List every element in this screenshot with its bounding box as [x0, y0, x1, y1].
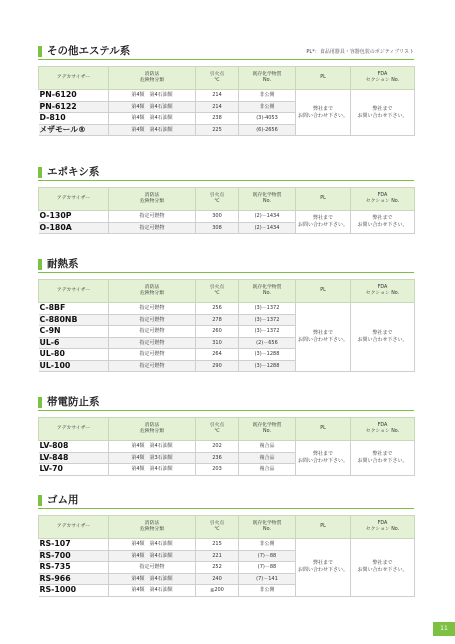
pl-cell: 弊社まで お問い合わせ下さい。: [296, 90, 351, 136]
flash-point: 214: [196, 101, 239, 113]
law-class: 指定可燃物: [109, 337, 196, 349]
law-class: 第4類 第4石油類: [109, 573, 196, 585]
fda-cell: 弊社まで お問い合わせ下さい。: [351, 441, 415, 476]
header-name: アデカサイザー: [39, 418, 109, 441]
chemical-no: 非公開: [239, 585, 296, 597]
table-row: [39, 441, 415, 453]
chemical-no: (3)－1372: [239, 303, 296, 315]
section-header: [38, 493, 414, 509]
section-title: その他エステル系: [47, 45, 131, 57]
header-law: 消防法 危険物分類: [109, 67, 196, 90]
fda-cell: 弊社まで お問い合わせ下さい。: [351, 211, 415, 234]
header-flash-point: 引火点 ℃: [196, 188, 239, 211]
section-accent-bar: [38, 259, 42, 270]
product-name: メザモール®: [39, 124, 109, 136]
header-chemical-no: 既存化学物質 No.: [239, 67, 296, 90]
section-4: [38, 493, 414, 597]
flash-point: 290: [196, 360, 239, 372]
header-pl: PL: [296, 418, 351, 441]
product-name: RS-1000: [39, 585, 109, 597]
law-class: 指定可燃物: [109, 222, 196, 234]
header-chemical-no: 既存化学物質 No.: [239, 516, 296, 539]
flash-point: 310: [196, 337, 239, 349]
flash-point: 202: [196, 441, 239, 453]
table-header-row: [39, 67, 415, 90]
chemical-no: 複合品: [239, 452, 296, 464]
product-name: O-130P: [39, 211, 109, 223]
table-header-row: [39, 516, 415, 539]
chemical-no: (3)－1372: [239, 314, 296, 326]
product-name: RS-966: [39, 573, 109, 585]
law-class: 第4類 第4石油類: [109, 124, 196, 136]
section-title: 耐熱系: [47, 258, 79, 270]
section-header: [38, 165, 414, 181]
law-class: 第4類 第4石油類: [109, 90, 196, 102]
chemical-no: (2)－1434: [239, 222, 296, 234]
section-header: [38, 395, 414, 411]
section-accent-bar: [38, 495, 42, 506]
flash-point: 256: [196, 303, 239, 315]
chemical-no: 非公開: [239, 90, 296, 102]
chemical-no: (7)－141: [239, 573, 296, 585]
header-chemical-no: 既存化学物質 No.: [239, 188, 296, 211]
table-header-row: [39, 280, 415, 303]
section-accent-bar: [38, 397, 42, 408]
law-class: 第4類 第4石油類: [109, 539, 196, 551]
chemical-no: (7)－88: [239, 550, 296, 562]
chemical-no: 複合品: [239, 464, 296, 476]
header-name: アデカサイザー: [39, 67, 109, 90]
chemical-no: 複合品: [239, 441, 296, 453]
flash-point: 300: [196, 211, 239, 223]
product-name: O-180A: [39, 222, 109, 234]
table-row: [39, 90, 415, 102]
section-0: [38, 44, 414, 136]
law-class: 指定可燃物: [109, 349, 196, 361]
header-chemical-no: 既存化学物質 No.: [239, 280, 296, 303]
header-name: アデカサイザー: [39, 516, 109, 539]
pl-cell: 弊社まで お問い合わせ下さい。: [296, 539, 351, 597]
flash-point: 264: [196, 349, 239, 361]
law-class: 第4類 第4石油類: [109, 441, 196, 453]
section-title: 帯電防止系: [47, 396, 100, 408]
product-name: UL-80: [39, 349, 109, 361]
fda-cell: 弊社まで お問い合わせ下さい。: [351, 539, 415, 597]
header-name: アデカサイザー: [39, 280, 109, 303]
fda-cell: 弊社まで お問い合わせ下さい。: [351, 90, 415, 136]
law-class: 第4類 第4石油類: [109, 585, 196, 597]
product-name: LV-70: [39, 464, 109, 476]
table-header-row: [39, 418, 415, 441]
flash-point: 214: [196, 90, 239, 102]
pl-cell: 弊社まで お問い合わせ下さい。: [296, 303, 351, 372]
header-fda: FDA セクション No.: [351, 280, 415, 303]
law-class: 第4類 第4石油類: [109, 101, 196, 113]
section-accent-bar: [38, 46, 42, 57]
product-name: RS-735: [39, 562, 109, 574]
header-law: 消防法 危険物分類: [109, 280, 196, 303]
header-law: 消防法 危険物分類: [109, 418, 196, 441]
product-name: RS-700: [39, 550, 109, 562]
header-fda: FDA セクション No.: [351, 516, 415, 539]
header-flash-point: 引火点 ℃: [196, 516, 239, 539]
product-table: [38, 66, 415, 136]
header-pl: PL: [296, 516, 351, 539]
header-pl: PL: [296, 280, 351, 303]
header-name: アデカサイザー: [39, 188, 109, 211]
product-name: C-8BF: [39, 303, 109, 315]
chemical-no: 非公開: [239, 101, 296, 113]
header-chemical-no: 既存化学物質 No.: [239, 418, 296, 441]
law-class: 指定可燃物: [109, 314, 196, 326]
section-2: [38, 257, 414, 372]
product-name: LV-848: [39, 452, 109, 464]
product-name: UL-6: [39, 337, 109, 349]
pl-cell: 弊社まで お問い合わせ下さい。: [296, 211, 351, 234]
pl-cell: 弊社まで お問い合わせ下さい。: [296, 441, 351, 476]
flash-point: 278: [196, 314, 239, 326]
product-name: PN-6122: [39, 101, 109, 113]
chemical-no: (6)-2656: [239, 124, 296, 136]
flash-point: 308: [196, 222, 239, 234]
section-header: [38, 257, 414, 273]
chemical-no: (2)－656: [239, 337, 296, 349]
chemical-no: 非公開: [239, 539, 296, 551]
product-name: LV-808: [39, 441, 109, 453]
product-name: PN-6120: [39, 90, 109, 102]
flash-point: 260: [196, 326, 239, 338]
section-header: [38, 44, 414, 60]
product-name: D-810: [39, 113, 109, 125]
section-title: ゴム用: [47, 494, 79, 506]
table-row: [39, 211, 415, 223]
product-table: [38, 187, 415, 234]
flash-point: 252: [196, 562, 239, 574]
chemical-no: (3)－1372: [239, 326, 296, 338]
flash-point: 238: [196, 113, 239, 125]
header-flash-point: 引火点 ℃: [196, 67, 239, 90]
law-class: 第4類 第4石油類: [109, 550, 196, 562]
product-name: C-880NB: [39, 314, 109, 326]
header-flash-point: 引火点 ℃: [196, 418, 239, 441]
law-class: 第4類 第4石油類: [109, 113, 196, 125]
law-class: 第4類 第3石油類: [109, 452, 196, 464]
table-row: [39, 539, 415, 551]
page-number: 11: [433, 622, 455, 636]
header-fda: FDA セクション No.: [351, 418, 415, 441]
product-name: RS-107: [39, 539, 109, 551]
header-fda: FDA セクション No.: [351, 188, 415, 211]
section-note: PL*：食品用器具・容器包装のポジティブリスト: [306, 49, 414, 55]
fda-cell: 弊社まで お問い合わせ下さい。: [351, 303, 415, 372]
product-table: [38, 417, 415, 476]
header-fda: FDA セクション No.: [351, 67, 415, 90]
law-class: 指定可燃物: [109, 303, 196, 315]
law-class: 指定可燃物: [109, 562, 196, 574]
flash-point: 225: [196, 124, 239, 136]
header-pl: PL: [296, 67, 351, 90]
product-table: [38, 515, 415, 597]
table-header-row: [39, 188, 415, 211]
flash-point: 203: [196, 464, 239, 476]
law-class: 指定可燃物: [109, 360, 196, 372]
header-pl: PL: [296, 188, 351, 211]
flash-point: ≧200: [196, 585, 239, 597]
header-law: 消防法 危険物分類: [109, 188, 196, 211]
section-accent-bar: [38, 167, 42, 178]
flash-point: 221: [196, 550, 239, 562]
chemical-no: (7)－88: [239, 562, 296, 574]
flash-point: 215: [196, 539, 239, 551]
chemical-no: (2)－1434: [239, 211, 296, 223]
chemical-no: (3)－1288: [239, 349, 296, 361]
law-class: 指定可燃物: [109, 326, 196, 338]
header-law: 消防法 危険物分類: [109, 516, 196, 539]
flash-point: 240: [196, 573, 239, 585]
table-row: [39, 303, 415, 315]
product-name: UL-100: [39, 360, 109, 372]
section-3: [38, 395, 414, 476]
law-class: 指定可燃物: [109, 211, 196, 223]
section-1: [38, 165, 414, 234]
flash-point: 236: [196, 452, 239, 464]
law-class: 第4類 第4石油類: [109, 464, 196, 476]
section-title: エポキシ系: [47, 166, 100, 178]
header-flash-point: 引火点 ℃: [196, 280, 239, 303]
chemical-no: (3)－1288: [239, 360, 296, 372]
chemical-no: (3)-4053: [239, 113, 296, 125]
product-table: [38, 279, 415, 372]
product-name: C-9N: [39, 326, 109, 338]
